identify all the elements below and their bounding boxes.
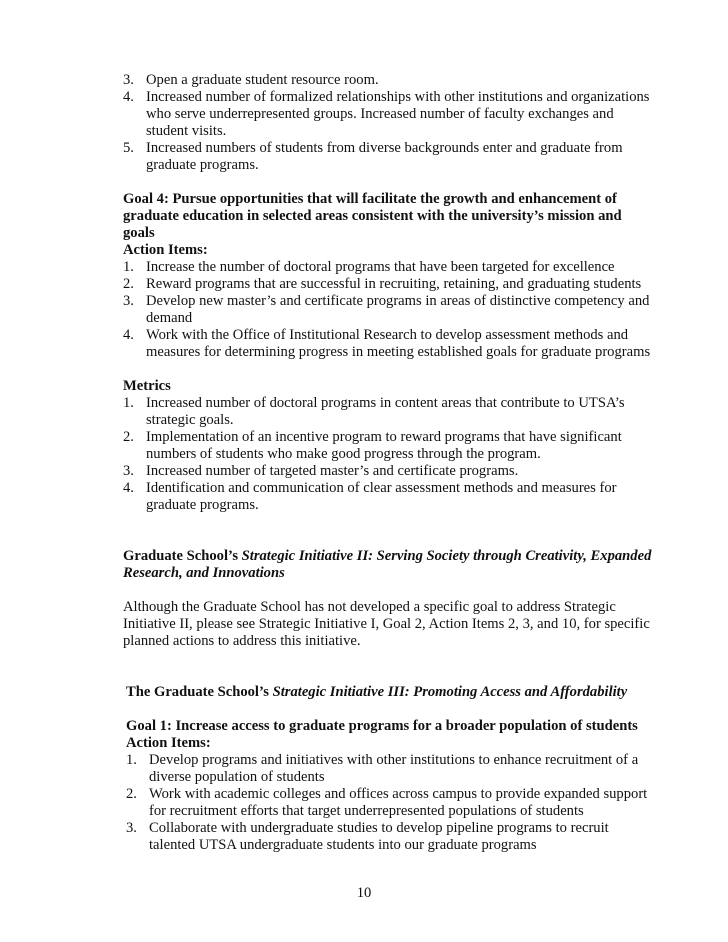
initiative3-heading: The Graduate School’s Strategic Initiative III: Promoting Access and Affordability (126, 684, 628, 700)
initiative2-body: Although the Graduate School has not developed a specific goal to address Strategic Initiative II, please see Strategic Initiative I, Goal 2, Action Items 2, 3, and 10, for specific planned actions to address this initiative. (123, 599, 650, 649)
list-item: 1. Increase the number of doctoral programs that have been targeted for excellence (123, 259, 615, 275)
initiative3-section (126, 684, 653, 854)
page-number: 10 (356, 885, 372, 901)
goal4-heading: Goal 4: Pursue opportunities that will facilitate the growth and enhancement of graduate education in selected areas consistent with the university’s mission and goals (123, 191, 622, 241)
list-item: 2. Implementation of an incentive program to reward programs that have significant numbers of students who make good progress through the program. (123, 429, 622, 462)
list-item: 3. Open a graduate student resource room. (123, 72, 379, 88)
list-item: 2. Work with academic colleges and offices across campus to provide expanded support for recruitment efforts that target underrepresented populations of students (126, 786, 648, 819)
goal4-action-label: Action Items: (123, 242, 208, 258)
goal4-action-list (123, 259, 653, 361)
list-item: 3. Develop new master’s and certificate programs in areas of distinctive competency and demand (123, 293, 650, 326)
top-list (123, 72, 653, 174)
list-item: 4. Increased number of formalized relationships with other institutions and organizations who serve underrepresented groups. Increased number of faculty exchanges and student visits. (123, 89, 650, 139)
metrics-list (123, 395, 653, 514)
initiative2-heading: Graduate School’s Strategic Initiative II: Serving Society through Creativity, Expanded Research, and Innovations (123, 548, 652, 581)
initiative3-action-list (126, 752, 653, 854)
metrics-heading: Metrics (123, 378, 171, 394)
initiative3-goal-heading: Goal 1: Increase access to graduate programs for a broader population of students (126, 718, 638, 734)
list-item: 3. Increased number of targeted master’s and certificate programs. (123, 463, 519, 479)
initiative3-action-label: Action Items: (126, 735, 211, 751)
list-item: 3. Collaborate with undergraduate studies to develop pipeline programs to recruit talented UTSA undergraduate students into our graduate programs (126, 820, 609, 853)
list-item: 5. Increased numbers of students from diverse backgrounds enter and graduate from graduate programs. (123, 140, 623, 173)
list-item: 1. Develop programs and initiatives with other institutions to enhance recruitment of a diverse population of students (126, 752, 639, 785)
list-item: 4. Work with the Office of Institutional Research to develop assessment methods and measures for determining progress in meeting established goals for graduate programs (123, 327, 651, 360)
list-item: 1. Increased number of doctoral programs in content areas that contribute to UTSA’s strategic goals. (123, 395, 625, 428)
list-item: 4. Identification and communication of clear assessment methods and measures for graduate programs. (123, 480, 617, 513)
page-content (123, 72, 653, 854)
list-item: 2. Reward programs that are successful in recruiting, retaining, and graduating students (123, 276, 642, 292)
